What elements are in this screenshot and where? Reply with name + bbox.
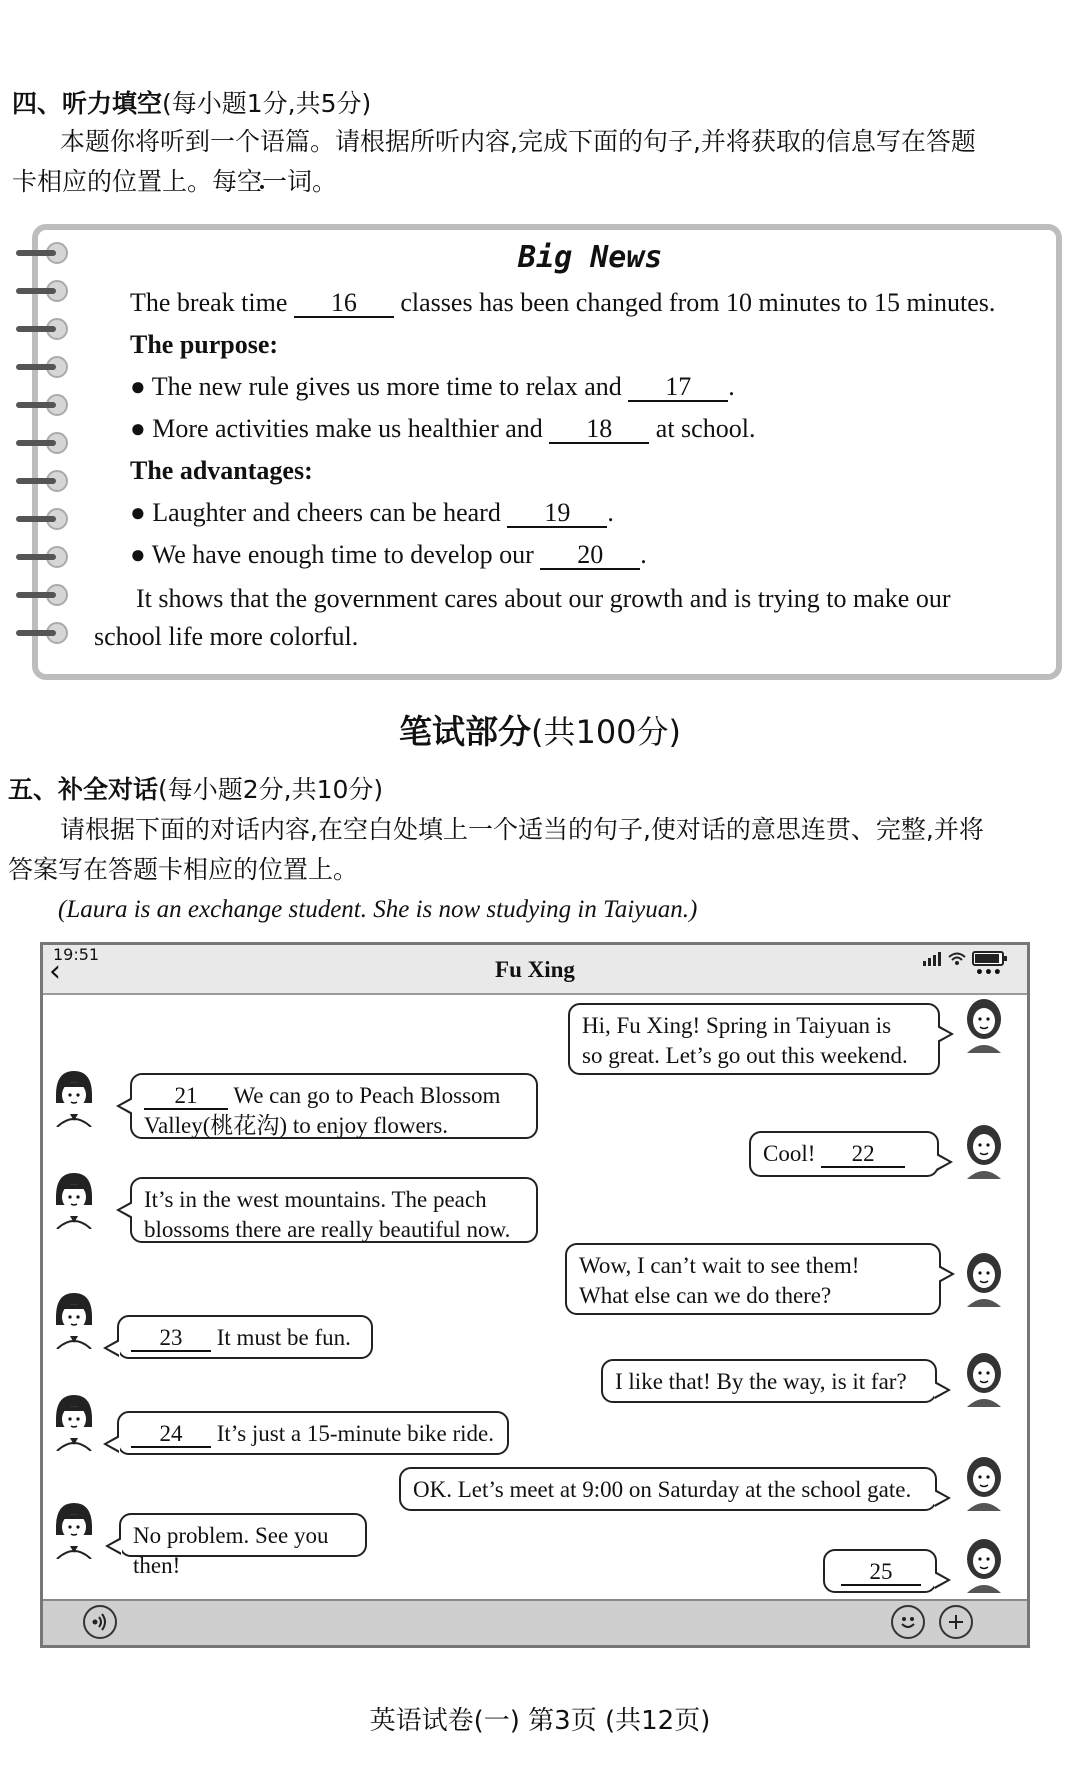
purpose-item-17: ● The new rule gives us more time to relax and 17 . bbox=[130, 372, 735, 401]
blank-19[interactable]: 19 bbox=[507, 500, 607, 528]
dialogue-instruction-1: 请根据下面的对话内容,在空白处填上一个适当的句子,使对话的意思连贯、完整,并将 bbox=[60, 815, 984, 844]
back-chevron-icon[interactable]: ‹ bbox=[49, 954, 61, 989]
laura-avatar bbox=[961, 1123, 1007, 1179]
chat-bubble-laura bbox=[823, 1549, 937, 1593]
blank-23[interactable]: 23 bbox=[131, 1326, 211, 1352]
chat-bubble-laura: Wow, I can’t wait to see them! What else can we do there? bbox=[565, 1243, 941, 1315]
advantage-item-20: ● We have enough time to develop our 20 . bbox=[130, 540, 647, 569]
add-attachment-icon[interactable] bbox=[939, 1605, 973, 1639]
closing-line-2: school life more colorful. bbox=[94, 622, 359, 651]
fu-xing-avatar bbox=[51, 1291, 97, 1349]
dialogue-heading bbox=[8, 770, 383, 806]
listening-subtitle: (每小题1分,共5分) bbox=[162, 89, 372, 118]
spiral-ring-icon bbox=[16, 546, 68, 568]
instruction-emphasis: 每空一词 • bbox=[212, 167, 312, 196]
phone-chat-screen bbox=[40, 942, 1030, 1648]
chat-bubble-laura: OK. Let’s meet at 9:00 on Saturday at the school gate. bbox=[399, 1467, 937, 1511]
dialogue-context: (Laura is an exchange student. She is now studying in Taiyuan.) bbox=[58, 896, 698, 923]
fu-xing-avatar bbox=[51, 1393, 97, 1451]
blank-17[interactable]: 17 bbox=[628, 374, 728, 402]
chat-bubble-laura: Hi, Fu Xing! Spring in Taiyuan is so great. Let’s go out this weekend. bbox=[568, 1003, 940, 1075]
spiral-ring-icon bbox=[16, 280, 68, 302]
spiral-ring-icon bbox=[16, 242, 68, 264]
big-news-title: Big News bbox=[518, 240, 663, 275]
voice-input-icon[interactable] bbox=[83, 1605, 117, 1639]
blank-20[interactable]: 20 bbox=[540, 542, 640, 570]
listening-heading bbox=[12, 84, 371, 120]
phone-status-bar bbox=[43, 945, 1027, 995]
news-line-16: The break time 16 classes has been changed from 10 minutes to 15 minutes. bbox=[130, 288, 996, 317]
listening-title: 四、听力填空 bbox=[12, 89, 163, 118]
page-footer: 英语试卷(一) 第3页 (共12页) bbox=[369, 1706, 711, 1736]
blank-25[interactable]: 25 bbox=[841, 1560, 921, 1586]
spiral-ring-icon bbox=[16, 622, 68, 644]
fu-xing-avatar bbox=[51, 1501, 97, 1559]
fu-xing-avatar bbox=[51, 1069, 97, 1127]
spiral-ring-icon bbox=[16, 470, 68, 492]
spiral-ring-icon bbox=[16, 508, 68, 530]
laura-avatar bbox=[961, 1251, 1007, 1307]
chat-contact-name: Fu Xing bbox=[495, 957, 575, 982]
blank-18[interactable]: 18 bbox=[549, 416, 649, 444]
purpose-heading: The purpose: bbox=[130, 330, 279, 359]
fu-xing-avatar bbox=[51, 1171, 97, 1229]
chat-bubble-fuxing: 24 It’s just a 15-minute bike ride. bbox=[117, 1411, 509, 1455]
spiral-ring-icon bbox=[16, 584, 68, 606]
blank-21[interactable]: 21 bbox=[144, 1084, 228, 1110]
chat-input-bar bbox=[43, 1599, 1027, 1645]
laura-avatar bbox=[961, 1537, 1007, 1593]
spiral-ring-icon bbox=[16, 394, 68, 416]
advantage-item-19: ● Laughter and cheers can be heard 19 . bbox=[130, 498, 614, 527]
chat-bubble-laura: Cool! 22 bbox=[749, 1131, 939, 1177]
chat-bubble-fuxing: 21 We can go to Peach Blossom Valley(桃花沟) to enjoy flowers. bbox=[130, 1073, 538, 1139]
listening-instruction-2 bbox=[12, 162, 337, 202]
chat-bubble-fuxing: 23 It must be fun. bbox=[117, 1315, 373, 1359]
more-options-icon[interactable]: ••• bbox=[975, 965, 1002, 981]
chat-bubble-laura: I like that! By the way, is it far? bbox=[601, 1359, 937, 1403]
spiral-ring-icon bbox=[16, 318, 68, 340]
listening-instruction-1: 本题你将听到一个语篇。请根据所听内容,完成下面的句子,并将获取的信息写在答题 bbox=[60, 127, 976, 156]
big-news-notebook bbox=[32, 224, 1062, 680]
dialogue-instruction-2: 答案写在答题卡相应的位置上。 bbox=[8, 855, 359, 884]
laura-avatar bbox=[961, 997, 1007, 1053]
blank-24[interactable]: 24 bbox=[131, 1422, 211, 1448]
clock-time: 19:51 bbox=[53, 945, 100, 964]
instruction-end: 。 bbox=[312, 167, 338, 196]
spiral-ring-icon bbox=[16, 432, 68, 454]
blank-16[interactable]: 16 bbox=[294, 290, 394, 318]
chat-bubble-fuxing: It’s in the west mountains. The peach blossoms there are really beautiful now. bbox=[130, 1177, 538, 1243]
advantages-heading: The advantages: bbox=[130, 456, 313, 485]
purpose-item-18: ● More activities make us healthier and 18 at school. bbox=[130, 414, 756, 443]
laura-avatar bbox=[961, 1351, 1007, 1407]
chat-bubble-fuxing: No problem. See you then! bbox=[119, 1513, 367, 1557]
laura-avatar bbox=[961, 1455, 1007, 1511]
dialogue-subtitle: (每小题2分,共10分) bbox=[158, 775, 384, 804]
spiral-ring-icon bbox=[16, 356, 68, 378]
written-section-heading bbox=[0, 706, 1080, 753]
closing-line-1: It shows that the government cares about our growth and is trying to make our bbox=[136, 584, 951, 613]
dialogue-title: 五、补全对话 bbox=[8, 775, 159, 804]
blank-22[interactable]: 22 bbox=[821, 1142, 905, 1168]
written-title: 笔试部分 bbox=[398, 712, 531, 751]
written-score: (共100分) bbox=[530, 713, 682, 751]
instruction-text: 卡相应的位置上。 bbox=[12, 167, 213, 196]
emoji-icon[interactable] bbox=[891, 1605, 925, 1639]
